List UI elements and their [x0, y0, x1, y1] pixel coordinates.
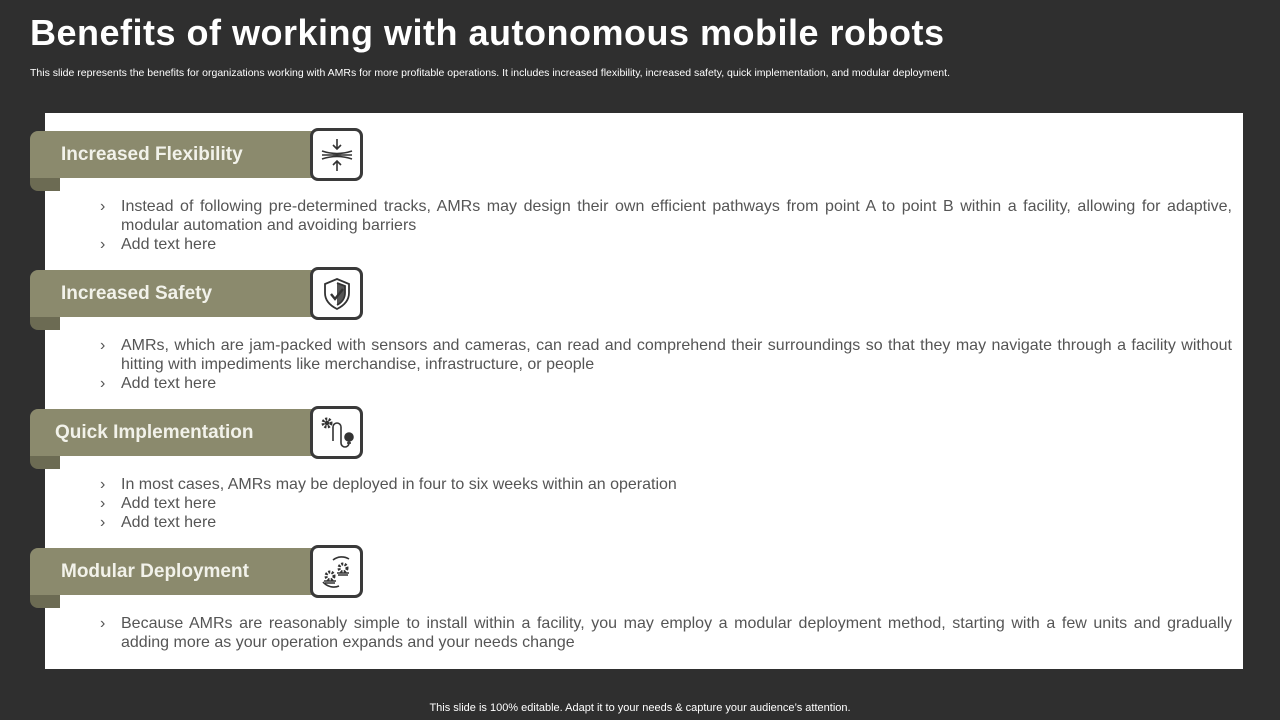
section-safety — [30, 270, 1250, 409]
bullet: › Instead of following pre-determined tracks, AMRs may design their own efficient pathways from point A to point B within a facility, allowing for adaptive, modular automation and avoiding barriers — [100, 197, 1232, 235]
bullet: › Add text here — [100, 513, 1232, 532]
bullet: › Because AMRs are reasonably simple to install within a facility, you may employ a modular deployment method, starting with a few units and gradually adding more as your operation expands and your needs change — [100, 614, 1232, 652]
section-heading: Increased Flexibility — [30, 131, 312, 178]
section-quick-implementation — [30, 409, 1250, 548]
gear-bulb-icon — [310, 406, 363, 459]
compress-arrows-icon — [310, 128, 363, 181]
bullet: › In most cases, AMRs may be deployed in four to six weeks within an operation — [100, 475, 1232, 494]
bullet: › Add text here — [100, 235, 1232, 254]
slide-title: Benefits of working with autonomous mobile robots — [30, 12, 945, 53]
bullet: › Add text here — [100, 494, 1232, 513]
bullet: › AMRs, which are jam-packed with sensors and cameras, can read and comprehend their surroundings so that they may navigate through a facility without hitting with impediments like merchandise, infrastructure, or people — [100, 336, 1232, 374]
shield-check-icon — [310, 267, 363, 320]
gears-cycle-icon — [310, 545, 363, 598]
section-heading: Increased Safety — [30, 270, 312, 317]
section-flexibility — [30, 131, 1250, 270]
section-modular-deployment — [30, 548, 1250, 687]
section-heading: Quick Implementation — [30, 409, 312, 456]
bullet: › Add text here — [100, 374, 1232, 393]
footer-note: This slide is 100% editable. Adapt it to your needs & capture your audience’s attention. — [429, 702, 851, 714]
slide-subtitle: This slide represents the benefits for organizations working with AMRs for more profitable operations. It includes increased flexibility, increased safety, quick implementation, and modular deployment. — [30, 67, 950, 79]
section-heading: Modular Deployment — [30, 548, 312, 595]
